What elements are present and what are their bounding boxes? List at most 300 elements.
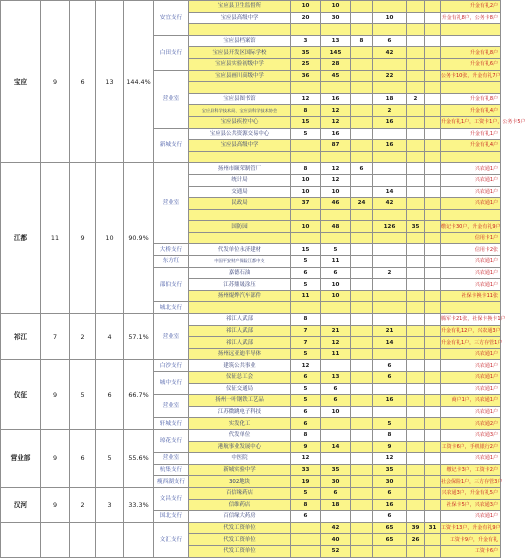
metric-value: 10 <box>321 1 351 13</box>
unit-name <box>189 24 291 36</box>
metric-value <box>425 476 441 488</box>
region-done: 6 <box>70 429 96 487</box>
metric-value <box>351 70 373 82</box>
metric-value <box>351 256 373 268</box>
metric-value <box>425 348 441 360</box>
table-row <box>1 163 501 175</box>
branch-name: 大桥支行 <box>154 244 189 256</box>
metric-value <box>425 128 441 140</box>
metric-value <box>425 534 441 546</box>
unit-name: 宝应县实验初级中学 <box>189 58 291 70</box>
metric-value <box>425 441 441 453</box>
unit-name: 百信缘药店 <box>189 487 291 499</box>
product-note: 升金有礼6户 <box>441 58 501 70</box>
metric-value <box>425 151 441 163</box>
metric-value <box>373 24 407 36</box>
metric-value <box>407 35 425 47</box>
metric-value: 6 <box>373 487 407 499</box>
region-target: 11 <box>41 163 70 314</box>
metric-value: 6 <box>321 395 351 407</box>
product-note: 兴农通3户 <box>441 429 501 441</box>
metric-value: 6 <box>291 418 321 430</box>
product-note: 兴农通2户 <box>441 418 501 430</box>
metric-value: 28 <box>321 58 351 70</box>
metric-value: 35 <box>373 464 407 476</box>
metric-value <box>351 128 373 140</box>
region-target: 7 <box>41 314 70 360</box>
metric-value: 8 <box>291 499 321 511</box>
metric-value: 5 <box>291 383 321 395</box>
metric-value: 6 <box>291 372 321 384</box>
metric-value <box>407 1 425 13</box>
metric-value <box>351 314 373 326</box>
metric-value <box>351 429 373 441</box>
product-note: 兴农通1户 <box>441 511 501 523</box>
metric-value <box>351 302 373 314</box>
product-note: 兴农通3户，升金有礼5户 <box>441 487 501 499</box>
product-note: 兴农通1户 <box>441 279 501 291</box>
region-target: 9 <box>41 429 70 487</box>
metric-value <box>351 418 373 430</box>
metric-value: 10 <box>321 406 351 418</box>
metric-value <box>425 24 441 36</box>
metric-value <box>407 360 425 372</box>
product-note: 升金有礼8户 <box>441 47 501 59</box>
unit-name: 扬州一叶钢铁工艺品 <box>189 395 291 407</box>
metric-value <box>351 487 373 499</box>
metric-value <box>425 499 441 511</box>
region-name: 仪征 <box>1 360 41 430</box>
region-name: 营业部 <box>1 429 41 487</box>
branch-name: 国北支行 <box>154 511 189 523</box>
metric-value <box>351 372 373 384</box>
branch-name: 营业室 <box>154 70 189 128</box>
metric-value <box>373 1 407 13</box>
metric-value <box>373 406 407 418</box>
metric-value: 42 <box>321 522 351 534</box>
region-done: 2 <box>70 314 96 360</box>
metric-value <box>321 302 351 314</box>
product-note <box>441 302 501 314</box>
metric-value <box>425 186 441 198</box>
metric-value <box>407 163 425 175</box>
metric-value <box>407 58 425 70</box>
branch-name: 营业室 <box>154 314 189 360</box>
metric-value <box>351 499 373 511</box>
metric-value: 37 <box>291 198 321 210</box>
metric-value <box>407 267 425 279</box>
metric-value: 21 <box>321 325 351 337</box>
metric-value <box>407 198 425 210</box>
unit-name: 新城实验中学 <box>189 464 291 476</box>
unit-name: 代发单位 <box>189 429 291 441</box>
metric-value <box>291 534 321 546</box>
metric-value <box>407 395 425 407</box>
metric-value <box>407 151 425 163</box>
metric-value: 40 <box>321 534 351 546</box>
metric-value <box>321 209 351 221</box>
metric-value: 48 <box>321 221 351 233</box>
table-row <box>1 314 501 326</box>
metric-value <box>373 545 407 557</box>
metric-value <box>321 151 351 163</box>
product-note: 社保卡5户，兴农通3户 <box>441 499 501 511</box>
unit-name: 国防园 <box>189 221 291 233</box>
metric-value <box>291 140 321 152</box>
metric-value <box>321 232 351 244</box>
metric-value <box>407 70 425 82</box>
metric-value: 9 <box>373 441 407 453</box>
product-note <box>441 82 501 94</box>
metric-value <box>321 360 351 372</box>
metric-value: 8 <box>291 314 321 326</box>
metric-value <box>425 337 441 349</box>
metric-value <box>425 267 441 279</box>
metric-value: 10 <box>373 12 407 24</box>
metric-value <box>407 453 425 465</box>
product-note: 信用卡2张 <box>441 244 501 256</box>
metric-value <box>425 116 441 128</box>
product-note: 公务卡10张，升金有礼7户 <box>441 70 501 82</box>
region-done: 9 <box>70 163 96 314</box>
metric-value <box>351 209 373 221</box>
unit-name: 实发化工 <box>189 418 291 430</box>
unit-name: 宝应县高级中学 <box>189 12 291 24</box>
region-count: 6 <box>96 360 124 430</box>
metric-value <box>425 82 441 94</box>
metric-value <box>425 487 441 499</box>
metric-value: 8 <box>291 163 321 175</box>
metric-value: 20 <box>291 12 321 24</box>
metric-value: 12 <box>373 453 407 465</box>
metric-value: 33 <box>291 464 321 476</box>
metric-value <box>351 221 373 233</box>
metric-value <box>407 372 425 384</box>
metric-value <box>407 383 425 395</box>
product-note: 兴农通1户 <box>441 174 501 186</box>
metric-value <box>351 383 373 395</box>
product-note: 社保卡换卡11张 <box>441 290 501 302</box>
metric-value: 21 <box>373 325 407 337</box>
metric-value <box>291 545 321 557</box>
metric-value: 5 <box>291 279 321 291</box>
metric-value <box>321 429 351 441</box>
metric-value: 11 <box>321 348 351 360</box>
metric-value <box>407 232 425 244</box>
metric-value: 16 <box>373 395 407 407</box>
metric-value: 11 <box>291 290 321 302</box>
metric-value <box>373 290 407 302</box>
metric-value: 2 <box>373 267 407 279</box>
region-rate: 33.3% <box>124 487 154 522</box>
metric-value <box>425 418 441 430</box>
metric-value: 65 <box>373 534 407 546</box>
metric-value: 2 <box>373 105 407 117</box>
region-done: 6 <box>70 1 96 163</box>
unit-name <box>189 232 291 244</box>
metric-value <box>425 372 441 384</box>
branch-name: 文汇支行 <box>154 522 189 557</box>
branch-name: 瘦西湖支行 <box>154 476 189 488</box>
metric-value <box>351 82 373 94</box>
metric-value <box>407 325 425 337</box>
metric-value: 6 <box>321 267 351 279</box>
metric-value: 24 <box>351 198 373 210</box>
metric-value <box>321 314 351 326</box>
region-count <box>96 522 124 557</box>
product-note: 社会保险1户，三方存管3户 <box>441 476 501 488</box>
metric-value <box>373 232 407 244</box>
region-rate: 144.4% <box>124 1 154 163</box>
product-note <box>441 35 501 47</box>
product-note <box>441 151 501 163</box>
metric-value <box>351 534 373 546</box>
metric-value <box>373 256 407 268</box>
metric-value: 6 <box>351 163 373 175</box>
product-note: 兴农通1户 <box>441 186 501 198</box>
metric-value: 12 <box>321 163 351 175</box>
product-note: 商户1户，兴农通1户 <box>441 395 501 407</box>
branch-name: 新城支行 <box>154 128 189 163</box>
metric-value: 8 <box>291 429 321 441</box>
metric-value: 30 <box>373 476 407 488</box>
metric-value <box>407 244 425 256</box>
branch-name: 邵伯支行 <box>154 267 189 302</box>
metric-value <box>425 163 441 175</box>
table-row <box>1 360 501 372</box>
metric-value: 42 <box>373 47 407 59</box>
region-done <box>70 522 96 557</box>
metric-value: 42 <box>373 198 407 210</box>
product-note: 信用卡1户 <box>441 232 501 244</box>
product-note: 兴农通1户 <box>441 360 501 372</box>
metric-value <box>407 82 425 94</box>
metric-value <box>425 35 441 47</box>
metric-value <box>373 174 407 186</box>
metric-value <box>321 511 351 523</box>
metric-value <box>351 453 373 465</box>
metric-value <box>425 1 441 13</box>
metric-value: 12 <box>321 337 351 349</box>
unit-name: 宝应县公共资源交易中心 <box>189 128 291 140</box>
metric-value: 65 <box>373 522 407 534</box>
metric-value <box>351 174 373 186</box>
unit-name: 宝应县开发区国际学校 <box>189 47 291 59</box>
metric-value: 5 <box>291 128 321 140</box>
region-name: 宝应 <box>1 1 41 163</box>
metric-value <box>373 279 407 291</box>
product-note: 工资卡13户，升金有礼9户 <box>441 522 501 534</box>
metric-value <box>407 348 425 360</box>
metric-value <box>351 12 373 24</box>
product-note: 兴农通1户 <box>441 372 501 384</box>
metric-value <box>373 244 407 256</box>
metric-value: 13 <box>321 35 351 47</box>
metric-value <box>291 151 321 163</box>
metric-value <box>407 337 425 349</box>
branch-name: 营业室 <box>154 453 189 465</box>
metric-value: 6 <box>291 511 321 523</box>
metric-value <box>407 186 425 198</box>
metric-value: 14 <box>373 186 407 198</box>
metric-value: 9 <box>291 441 321 453</box>
metric-value <box>351 279 373 291</box>
metric-value <box>425 314 441 326</box>
region-rate <box>124 522 154 557</box>
unit-name: 嘉德石油 <box>189 267 291 279</box>
unit-name: 宝应县画川高级中学 <box>189 70 291 82</box>
metric-value <box>425 70 441 82</box>
metric-value <box>425 429 441 441</box>
product-note: 升金有礼4户 <box>441 105 501 117</box>
product-note: 兴农通1户 <box>441 453 501 465</box>
metric-value: 13 <box>321 372 351 384</box>
metric-value: 10 <box>291 221 321 233</box>
metric-value: 3 <box>291 35 321 47</box>
table-row <box>1 429 501 441</box>
metric-value <box>351 186 373 198</box>
metric-value <box>351 93 373 105</box>
unit-name: 扬州远亚迪半导体 <box>189 348 291 360</box>
product-note: 兴农通1户 <box>441 383 501 395</box>
metric-value: 7 <box>291 325 321 337</box>
metric-value <box>373 209 407 221</box>
table-row <box>1 1 501 13</box>
metric-value: 14 <box>373 337 407 349</box>
branch-name: 轩城支行 <box>154 418 189 430</box>
metric-value <box>425 232 441 244</box>
metric-value <box>321 82 351 94</box>
region-target <box>41 522 70 557</box>
metric-value <box>407 406 425 418</box>
metric-value <box>351 406 373 418</box>
metric-value <box>351 290 373 302</box>
metric-value: 12 <box>291 453 321 465</box>
metric-value: 10 <box>291 186 321 198</box>
unit-name: 中国平安财产保险江都中支 <box>189 256 291 268</box>
product-note: 升金有礼1户 <box>441 128 501 140</box>
metric-value <box>425 545 441 557</box>
metric-value <box>407 418 425 430</box>
metric-value <box>425 325 441 337</box>
metric-value <box>425 395 441 407</box>
metric-value: 16 <box>373 140 407 152</box>
unit-name: 江苏鼎晟涂压 <box>189 279 291 291</box>
metric-value: 5 <box>291 395 321 407</box>
metric-value: 5 <box>291 487 321 499</box>
unit-name: 港航事业发展中心 <box>189 441 291 453</box>
metric-value <box>425 244 441 256</box>
unit-name: 代发工资单位 <box>189 545 291 557</box>
table-row <box>1 487 501 499</box>
metric-value: 22 <box>373 70 407 82</box>
metric-value: 16 <box>321 93 351 105</box>
metric-value: 6 <box>373 372 407 384</box>
metric-value <box>351 476 373 488</box>
region-target: 9 <box>41 360 70 430</box>
metric-value <box>425 406 441 418</box>
metric-value <box>351 116 373 128</box>
unit-name: 302地块 <box>189 476 291 488</box>
metric-value <box>351 545 373 557</box>
unit-name: 中医院 <box>189 453 291 465</box>
unit-name: 江苏微跳电子科技 <box>189 406 291 418</box>
product-note: 升金有礼1户，三方存管1户 <box>441 337 501 349</box>
metric-value <box>425 464 441 476</box>
product-note: 兴农通1户 <box>441 163 501 175</box>
product-note: 升金有礼1户，工资卡1户，公务卡5户 <box>441 116 501 128</box>
metric-value <box>351 267 373 279</box>
metric-value: 45 <box>321 70 351 82</box>
region-name <box>1 522 41 557</box>
metric-value <box>407 314 425 326</box>
metric-value <box>407 12 425 24</box>
unit-name: 扬州焜烨汽车部件 <box>189 290 291 302</box>
metric-value: 18 <box>321 499 351 511</box>
metric-value <box>407 476 425 488</box>
metric-value <box>351 105 373 117</box>
metric-value: 6 <box>291 406 321 418</box>
branch-name: 东方红 <box>154 256 189 268</box>
branch-name: 文昌支行 <box>154 487 189 510</box>
branch-name: 营业室 <box>154 395 189 418</box>
metric-value <box>373 383 407 395</box>
metric-value: 6 <box>373 35 407 47</box>
product-note: 工资卡6户，手机银行2户 <box>441 441 501 453</box>
metric-value: 12 <box>321 105 351 117</box>
unit-name: 民政局 <box>189 198 291 210</box>
branch-name: 城北支行 <box>154 302 189 314</box>
metric-value <box>407 128 425 140</box>
metric-value <box>407 174 425 186</box>
metric-value <box>425 105 441 117</box>
unit-name: 统计局 <box>189 174 291 186</box>
unit-name: 祁江人武部 <box>189 325 291 337</box>
metric-value <box>407 511 425 523</box>
metric-value <box>373 302 407 314</box>
metric-value <box>425 209 441 221</box>
branch-name: 杭集支行 <box>154 464 189 476</box>
metric-value: 31 <box>425 522 441 534</box>
metric-value <box>407 545 425 557</box>
product-note: 兴农通1户 <box>441 256 501 268</box>
metric-value <box>373 163 407 175</box>
unit-name: 扬州市颐荣制管厂 <box>189 163 291 175</box>
metric-value <box>373 58 407 70</box>
product-note: 升金有礼8户，公务卡8户 <box>441 12 501 24</box>
metric-value: 30 <box>321 476 351 488</box>
product-note <box>441 209 501 221</box>
branch-name: 琼花支行 <box>154 429 189 452</box>
metric-value: 15 <box>291 116 321 128</box>
metric-value <box>425 47 441 59</box>
metric-value: 16 <box>373 116 407 128</box>
metric-value <box>407 256 425 268</box>
metric-value <box>351 441 373 453</box>
metric-value <box>351 244 373 256</box>
metric-value <box>407 140 425 152</box>
unit-name: 代发工资单位 <box>189 534 291 546</box>
unit-name: 祁江人武部 <box>189 314 291 326</box>
metric-value: 12 <box>291 360 321 372</box>
metric-value: 15 <box>291 244 321 256</box>
unit-name: 仪征总工会 <box>189 372 291 384</box>
metric-value: 6 <box>291 267 321 279</box>
region-done: 5 <box>70 360 96 430</box>
metric-value <box>407 499 425 511</box>
metric-value: 145 <box>321 47 351 59</box>
metric-value <box>351 348 373 360</box>
